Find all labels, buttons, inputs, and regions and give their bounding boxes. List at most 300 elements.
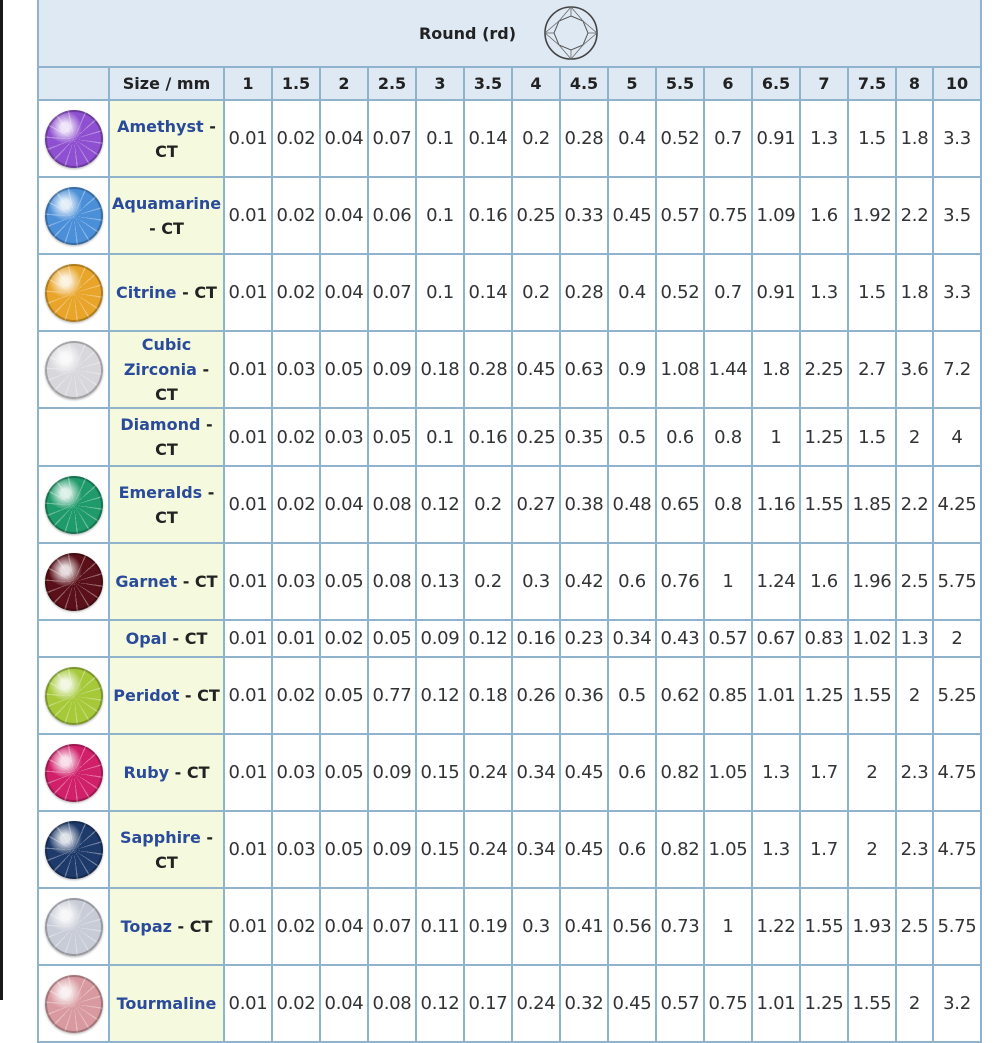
gem-size-table-wrapper xyxy=(37,0,976,1043)
carat-value-cell: 0.01 xyxy=(224,965,272,1042)
carat-value-cell: 0.04 xyxy=(320,888,368,965)
carat-value-cell: 0.25 xyxy=(512,177,560,254)
carat-value-cell: 0.02 xyxy=(272,965,320,1042)
carat-value-cell: 1 xyxy=(752,408,800,466)
carat-value-cell: 0.91 xyxy=(752,254,800,331)
carat-value-cell: 0.3 xyxy=(512,888,560,965)
carat-value-cell: 0.11 xyxy=(416,888,464,965)
carat-value-cell: 0.24 xyxy=(512,965,560,1042)
carat-value-cell: 1.01 xyxy=(752,657,800,734)
carat-value-cell: 0.41 xyxy=(560,888,608,965)
carat-value-cell: 1.02 xyxy=(848,620,896,657)
carat-unit-label: - CT xyxy=(166,629,208,648)
carat-value-cell: 0.13 xyxy=(416,543,464,620)
left-edge-bar xyxy=(0,0,3,1000)
carat-value-cell: 0.35 xyxy=(560,408,608,466)
carat-value-cell: 0.3 xyxy=(512,543,560,620)
carat-value-cell: 0.14 xyxy=(464,254,512,331)
gem-name-cell xyxy=(109,254,224,331)
size-header-cell: 3.5 xyxy=(464,67,512,100)
carat-value-cell: 0.82 xyxy=(656,811,704,888)
carat-value-cell: 0.01 xyxy=(224,466,272,543)
gem-image-cell xyxy=(38,811,109,888)
carat-value-cell: 0.03 xyxy=(272,734,320,811)
carat-value-cell: 1.3 xyxy=(800,100,848,177)
carat-value-cell: 0.01 xyxy=(224,254,272,331)
carat-value-cell: 0.45 xyxy=(560,734,608,811)
carat-value-cell: 0.24 xyxy=(464,811,512,888)
size-header-cell: 7.5 xyxy=(848,67,896,100)
carat-value-cell: 1.8 xyxy=(896,254,933,331)
carat-value-cell: 0.05 xyxy=(320,543,368,620)
carat-value-cell: 0.01 xyxy=(224,100,272,177)
carat-value-cell: 0.05 xyxy=(320,811,368,888)
carat-value-cell: 0.57 xyxy=(704,620,752,657)
carat-value-cell: 2.7 xyxy=(848,331,896,408)
carat-value-cell: 0.07 xyxy=(368,254,416,331)
carat-unit-label: - CT xyxy=(171,917,213,936)
carat-value-cell: 0.63 xyxy=(560,331,608,408)
carat-unit-label: - CT xyxy=(155,827,214,872)
gem-size-table xyxy=(37,0,982,1043)
carat-unit-label: - CT xyxy=(176,283,217,302)
carat-value-cell: 0.02 xyxy=(272,254,320,331)
carat-value-cell: 1.55 xyxy=(848,965,896,1042)
carat-value-cell: 1.24 xyxy=(752,543,800,620)
carat-value-cell: 0.28 xyxy=(464,331,512,408)
carat-value-cell: 2 xyxy=(896,965,933,1042)
carat-value-cell: 0.4 xyxy=(608,254,656,331)
carat-value-cell: 0.76 xyxy=(656,543,704,620)
sapphire-gem-icon xyxy=(45,821,103,879)
size-mm-header: Size / mm xyxy=(109,67,224,100)
carat-value-cell: 1.5 xyxy=(848,408,896,466)
carat-value-cell: 1.3 xyxy=(896,620,933,657)
carat-value-cell: 0.14 xyxy=(464,100,512,177)
carat-value-cell: 1.8 xyxy=(896,100,933,177)
carat-value-cell: 0.16 xyxy=(464,177,512,254)
aquamarine-gem-icon xyxy=(45,187,103,245)
carat-unit-label: - CT xyxy=(155,415,213,459)
carat-unit-label: - CT xyxy=(155,116,216,161)
carat-value-cell: 0.34 xyxy=(512,734,560,811)
carat-value-cell: 4 xyxy=(933,408,981,466)
carat-value-cell: 4.75 xyxy=(933,734,981,811)
size-header-cell: 2.5 xyxy=(368,67,416,100)
carat-value-cell: 0.6 xyxy=(608,811,656,888)
carat-value-cell: 0.18 xyxy=(416,331,464,408)
peridot-gem-icon xyxy=(45,667,103,725)
carat-unit-label: - CT xyxy=(179,686,220,705)
garnet-gem-icon xyxy=(45,553,103,611)
carat-value-cell: 1.5 xyxy=(848,100,896,177)
table-row xyxy=(38,657,981,734)
carat-value-cell: 0.38 xyxy=(560,466,608,543)
cubic-zirconia-gem-icon xyxy=(45,341,103,399)
topaz-gem-icon xyxy=(45,898,103,956)
carat-value-cell: 0.03 xyxy=(272,543,320,620)
table-row xyxy=(38,888,981,965)
carat-value-cell: 1.22 xyxy=(752,888,800,965)
carat-value-cell: 0.01 xyxy=(272,620,320,657)
carat-value-cell: 0.08 xyxy=(368,543,416,620)
carat-value-cell: 0.7 xyxy=(704,254,752,331)
carat-value-cell: 0.24 xyxy=(464,734,512,811)
carat-value-cell: 0.12 xyxy=(416,657,464,734)
round-cut-diamond-icon xyxy=(542,4,600,62)
gem-image-cell xyxy=(38,177,109,254)
carat-value-cell: 0.16 xyxy=(464,408,512,466)
carat-value-cell: 1.25 xyxy=(800,965,848,1042)
size-header-cell: 10 xyxy=(933,67,981,100)
gem-name-link[interactable]: Opal xyxy=(125,629,167,648)
carat-unit-label: - CT xyxy=(155,360,210,404)
table-row xyxy=(38,100,981,177)
carat-value-cell: 1.16 xyxy=(752,466,800,543)
carat-value-cell: 0.17 xyxy=(464,965,512,1042)
carat-value-cell: 0.2 xyxy=(512,254,560,331)
carat-value-cell: 4.25 xyxy=(933,466,981,543)
gem-name-cell xyxy=(109,543,224,620)
carat-value-cell: 1.3 xyxy=(752,811,800,888)
carat-value-cell: 0.7 xyxy=(704,100,752,177)
carat-value-cell: 0.16 xyxy=(512,620,560,657)
carat-value-cell: 3.6 xyxy=(896,331,933,408)
size-header-cell: 3 xyxy=(416,67,464,100)
size-header-cell: 2 xyxy=(320,67,368,100)
carat-value-cell: 0.73 xyxy=(656,888,704,965)
carat-value-cell: 0.03 xyxy=(272,331,320,408)
gem-name-link[interactable]: Peridot xyxy=(113,686,180,705)
carat-value-cell: 0.27 xyxy=(512,466,560,543)
table-row xyxy=(38,408,981,466)
carat-value-cell: 5.75 xyxy=(933,543,981,620)
carat-value-cell: 0.1 xyxy=(416,254,464,331)
carat-value-cell: 0.5 xyxy=(608,408,656,466)
carat-value-cell: 0.43 xyxy=(656,620,704,657)
carat-value-cell: 0.6 xyxy=(608,734,656,811)
carat-value-cell: 0.02 xyxy=(272,408,320,466)
carat-value-cell: 0.01 xyxy=(224,657,272,734)
carat-value-cell: 0.01 xyxy=(224,408,272,466)
carat-value-cell: 1.01 xyxy=(752,965,800,1042)
carat-value-cell: 2.5 xyxy=(896,543,933,620)
carat-value-cell: 2 xyxy=(896,408,933,466)
table-row xyxy=(38,466,981,543)
gem-name-cell xyxy=(109,888,224,965)
carat-value-cell: 1.05 xyxy=(704,734,752,811)
gem-name-cell xyxy=(109,620,224,657)
emerald-gem-icon xyxy=(45,476,103,534)
carat-value-cell: 0.77 xyxy=(368,657,416,734)
carat-value-cell: 0.06 xyxy=(368,177,416,254)
carat-value-cell: 0.18 xyxy=(464,657,512,734)
gem-image-cell xyxy=(38,620,109,657)
gem-name-link[interactable]: Cubic Zirconia xyxy=(123,335,197,379)
carat-value-cell: 1.44 xyxy=(704,331,752,408)
table-row xyxy=(38,543,981,620)
gem-name-link[interactable]: Amethyst xyxy=(117,116,204,136)
gem-name-cell xyxy=(109,177,224,254)
carat-value-cell: 0.33 xyxy=(560,177,608,254)
carat-value-cell: 2.2 xyxy=(896,177,933,254)
carat-value-cell: 0.02 xyxy=(320,620,368,657)
carat-value-cell: 0.01 xyxy=(224,543,272,620)
carat-value-cell: 1.55 xyxy=(800,466,848,543)
carat-value-cell: 0.83 xyxy=(800,620,848,657)
carat-value-cell: 0.07 xyxy=(368,888,416,965)
carat-value-cell: 1.93 xyxy=(848,888,896,965)
carat-value-cell: 0.12 xyxy=(416,466,464,543)
carat-value-cell: 0.05 xyxy=(368,408,416,466)
carat-value-cell: 0.05 xyxy=(320,331,368,408)
carat-value-cell: 1.92 xyxy=(848,177,896,254)
carat-value-cell: 1.08 xyxy=(656,331,704,408)
carat-value-cell: 0.34 xyxy=(512,811,560,888)
carat-value-cell: 0.01 xyxy=(224,620,272,657)
carat-value-cell: 2.2 xyxy=(896,466,933,543)
carat-value-cell: 0.75 xyxy=(704,177,752,254)
gem-image-cell xyxy=(38,543,109,620)
carat-value-cell: 0.42 xyxy=(560,543,608,620)
gem-image-cell xyxy=(38,331,109,408)
carat-value-cell: 0.04 xyxy=(320,100,368,177)
table-row xyxy=(38,331,981,408)
carat-value-cell: 0.12 xyxy=(464,620,512,657)
carat-value-cell: 1.09 xyxy=(752,177,800,254)
carat-value-cell: 0.36 xyxy=(560,657,608,734)
carat-value-cell: 0.57 xyxy=(656,177,704,254)
carat-value-cell: 0.28 xyxy=(560,254,608,331)
size-header-cell: 6.5 xyxy=(752,67,800,100)
carat-value-cell: 0.34 xyxy=(608,620,656,657)
carat-value-cell: 1.8 xyxy=(752,331,800,408)
carat-value-cell: 1.85 xyxy=(848,466,896,543)
size-header-cell: 7 xyxy=(800,67,848,100)
carat-value-cell: 0.09 xyxy=(416,620,464,657)
gem-image-cell xyxy=(38,466,109,543)
gem-image-cell xyxy=(38,965,109,1042)
carat-value-cell: 0.75 xyxy=(704,965,752,1042)
size-header-cell: 5 xyxy=(608,67,656,100)
carat-value-cell: 0.28 xyxy=(560,100,608,177)
size-header-cell: 6 xyxy=(704,67,752,100)
carat-value-cell: 3.5 xyxy=(933,177,981,254)
carat-value-cell: 3.3 xyxy=(933,254,981,331)
carat-value-cell: 0.85 xyxy=(704,657,752,734)
carat-value-cell: 0.01 xyxy=(224,177,272,254)
citrine-gem-icon xyxy=(45,264,103,322)
carat-unit-label: - CT xyxy=(177,572,218,591)
carat-value-cell: 1.3 xyxy=(800,254,848,331)
gem-rows xyxy=(38,100,981,1042)
size-header-cell: 1.5 xyxy=(272,67,320,100)
carat-value-cell: 0.04 xyxy=(320,965,368,1042)
table-row xyxy=(38,177,981,254)
size-header-cell: 4 xyxy=(512,67,560,100)
carat-value-cell: 0.05 xyxy=(320,734,368,811)
carat-value-cell: 0.52 xyxy=(656,254,704,331)
carat-value-cell: 1.6 xyxy=(800,177,848,254)
carat-value-cell: 0.9 xyxy=(608,331,656,408)
gem-name-cell xyxy=(109,965,224,1042)
carat-value-cell: 0.02 xyxy=(272,177,320,254)
carat-value-cell: 0.08 xyxy=(368,466,416,543)
carat-value-cell: 2 xyxy=(848,734,896,811)
carat-value-cell: 1 xyxy=(704,543,752,620)
gem-name-cell xyxy=(109,734,224,811)
carat-value-cell: 5.75 xyxy=(933,888,981,965)
carat-value-cell: 0.82 xyxy=(656,734,704,811)
gem-image-cell xyxy=(38,888,109,965)
carat-unit-label: - CT xyxy=(169,763,210,782)
carat-value-cell: 2 xyxy=(933,620,981,657)
carat-value-cell: 0.05 xyxy=(368,620,416,657)
carat-value-cell: 0.52 xyxy=(656,100,704,177)
size-header-cell: 1 xyxy=(224,67,272,100)
carat-value-cell: 0.2 xyxy=(512,100,560,177)
table-row xyxy=(38,811,981,888)
carat-value-cell: 0.45 xyxy=(608,965,656,1042)
carat-value-cell: 0.6 xyxy=(608,543,656,620)
gem-name-link[interactable]: Tourmaline xyxy=(116,994,217,1013)
size-header-cell: 8 xyxy=(896,67,933,100)
carat-unit-label: - CT xyxy=(155,482,215,527)
carat-value-cell: 0.09 xyxy=(368,811,416,888)
carat-value-cell: 0.01 xyxy=(224,734,272,811)
gem-name-cell xyxy=(109,811,224,888)
table-row xyxy=(38,254,981,331)
carat-value-cell: 1.7 xyxy=(800,811,848,888)
size-header-cell: 5.5 xyxy=(656,67,704,100)
carat-value-cell: 0.04 xyxy=(320,466,368,543)
table-title-cell xyxy=(38,0,981,67)
gem-name-link[interactable]: Garnet xyxy=(115,572,178,591)
header-image-cell xyxy=(38,67,109,100)
carat-value-cell: 1.25 xyxy=(800,408,848,466)
carat-value-cell: 0.2 xyxy=(464,543,512,620)
carat-value-cell: 1.55 xyxy=(848,657,896,734)
carat-value-cell: 0.12 xyxy=(416,965,464,1042)
carat-value-cell: 0.45 xyxy=(512,331,560,408)
carat-value-cell: 0.03 xyxy=(272,811,320,888)
gem-name-link[interactable]: Ruby xyxy=(123,763,170,782)
carat-value-cell: 1.05 xyxy=(704,811,752,888)
carat-value-cell: 0.08 xyxy=(368,965,416,1042)
carat-value-cell: 0.09 xyxy=(368,331,416,408)
carat-value-cell: 0.4 xyxy=(608,100,656,177)
carat-value-cell: 0.04 xyxy=(320,177,368,254)
gem-name-link[interactable]: Topaz xyxy=(120,917,172,936)
carat-value-cell: 0.25 xyxy=(512,408,560,466)
carat-value-cell: 1.3 xyxy=(752,734,800,811)
carat-value-cell: 0.04 xyxy=(320,254,368,331)
carat-value-cell: 1 xyxy=(704,888,752,965)
carat-value-cell: 0.03 xyxy=(320,408,368,466)
gem-name-link[interactable]: Citrine xyxy=(116,283,177,302)
carat-value-cell: 3.3 xyxy=(933,100,981,177)
carat-value-cell: 1.25 xyxy=(800,657,848,734)
carat-value-cell: 0.57 xyxy=(656,965,704,1042)
carat-unit-label: - CT xyxy=(149,218,184,238)
amethyst-gem-icon xyxy=(45,110,103,168)
carat-value-cell: 0.23 xyxy=(560,620,608,657)
carat-value-cell: 0.5 xyxy=(608,657,656,734)
gem-image-cell xyxy=(38,408,109,466)
gem-name-cell xyxy=(109,331,224,408)
gem-name-link[interactable]: Aquamarine xyxy=(112,193,222,213)
carat-value-cell: 0.32 xyxy=(560,965,608,1042)
carat-value-cell: 1.55 xyxy=(800,888,848,965)
table-row xyxy=(38,965,981,1042)
carat-value-cell: 5.25 xyxy=(933,657,981,734)
carat-value-cell: 0.05 xyxy=(320,657,368,734)
carat-value-cell: 0.01 xyxy=(224,811,272,888)
carat-value-cell: 0.91 xyxy=(752,100,800,177)
carat-value-cell: 2 xyxy=(896,657,933,734)
carat-value-cell: 0.62 xyxy=(656,657,704,734)
carat-value-cell: 1.96 xyxy=(848,543,896,620)
carat-value-cell: 0.45 xyxy=(560,811,608,888)
carat-value-cell: 0.8 xyxy=(704,408,752,466)
gem-image-cell xyxy=(38,734,109,811)
gem-name-cell xyxy=(109,466,224,543)
carat-value-cell: 1.5 xyxy=(848,254,896,331)
gem-image-cell xyxy=(38,100,109,177)
carat-value-cell: 2.3 xyxy=(896,811,933,888)
carat-value-cell: 2.25 xyxy=(800,331,848,408)
carat-value-cell: 0.09 xyxy=(368,734,416,811)
carat-value-cell: 0.2 xyxy=(464,466,512,543)
carat-value-cell: 0.56 xyxy=(608,888,656,965)
carat-value-cell: 0.8 xyxy=(704,466,752,543)
gem-name-cell xyxy=(109,408,224,466)
carat-value-cell: 0.45 xyxy=(608,177,656,254)
carat-value-cell: 0.07 xyxy=(368,100,416,177)
tourmaline-gem-icon xyxy=(45,975,103,1033)
carat-value-cell: 1.6 xyxy=(800,543,848,620)
carat-value-cell: 0.67 xyxy=(752,620,800,657)
table-row xyxy=(38,734,981,811)
carat-value-cell: 2.3 xyxy=(896,734,933,811)
carat-value-cell: 7.2 xyxy=(933,331,981,408)
carat-value-cell: 0.15 xyxy=(416,734,464,811)
carat-value-cell: 0.02 xyxy=(272,888,320,965)
carat-value-cell: 0.02 xyxy=(272,466,320,543)
gem-name-link[interactable]: Sapphire xyxy=(119,827,201,847)
carat-value-cell: 0.1 xyxy=(416,177,464,254)
ruby-gem-icon xyxy=(45,744,103,802)
carat-value-cell: 0.6 xyxy=(656,408,704,466)
table-row xyxy=(38,620,981,657)
gem-name-link[interactable]: Emeralds xyxy=(118,482,203,502)
gem-name-cell xyxy=(109,100,224,177)
gem-image-cell xyxy=(38,254,109,331)
carat-value-cell: 2 xyxy=(848,811,896,888)
gem-name-link[interactable]: Diamond xyxy=(120,415,201,434)
gem-name-cell xyxy=(109,657,224,734)
table-title: Round (rd) xyxy=(418,23,517,43)
carat-value-cell: 3.2 xyxy=(933,965,981,1042)
gem-image-cell xyxy=(38,657,109,734)
carat-value-cell: 0.65 xyxy=(656,466,704,543)
carat-value-cell: 0.48 xyxy=(608,466,656,543)
carat-value-cell: 0.15 xyxy=(416,811,464,888)
size-header-cell: 4.5 xyxy=(560,67,608,100)
carat-value-cell: 0.01 xyxy=(224,888,272,965)
carat-value-cell: 0.1 xyxy=(416,408,464,466)
carat-value-cell: 4.75 xyxy=(933,811,981,888)
